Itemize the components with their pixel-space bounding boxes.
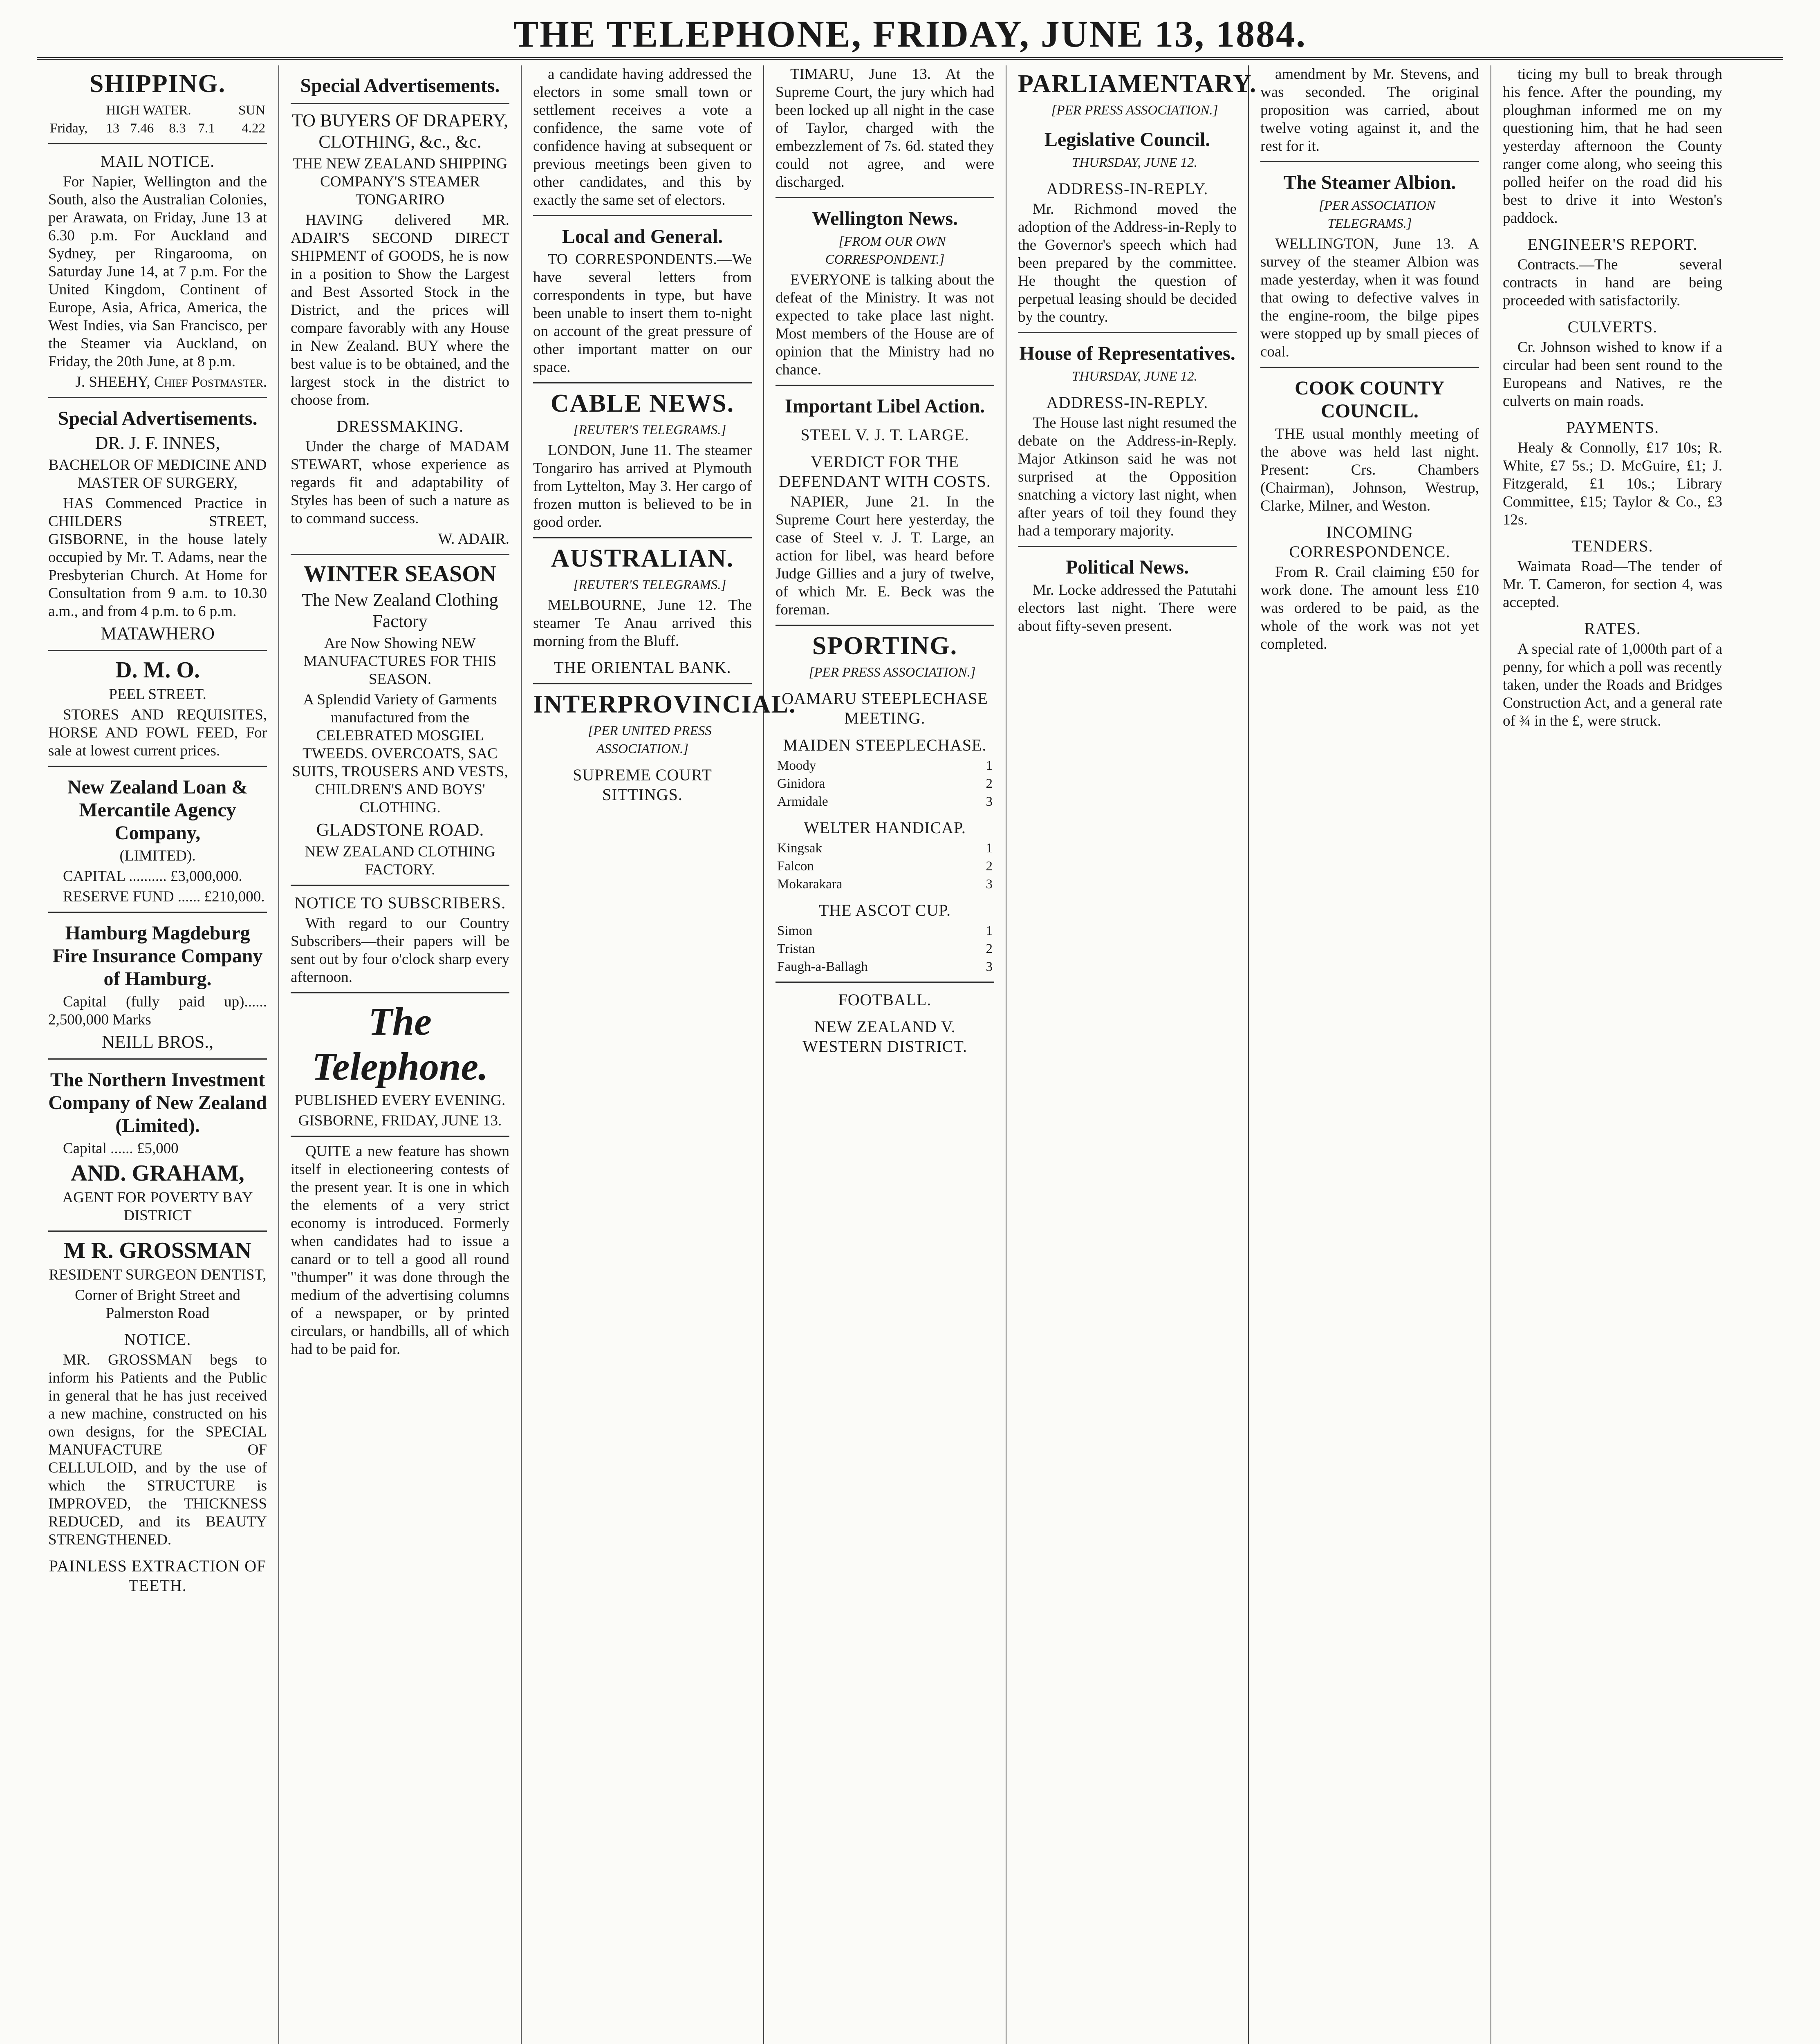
table-cell: 13 <box>106 121 120 136</box>
table-row: Simon 1 <box>777 923 993 938</box>
libel-case: STEEL V. J. T. LARGE. <box>800 426 969 444</box>
grossman-notice: NOTICE. <box>124 1330 191 1349</box>
table-row: Tristan 2 <box>777 941 993 956</box>
northern-capital: Capital ...... £5,000 <box>63 1140 179 1157</box>
column-7 <box>1491 65 1734 2044</box>
editorial-text: QUITE a new feature has shown itself in electioneering contests of the present year. It is one in which the elements of a very strict economy is introduced. Formerly when candidates had to issue a canard or to tell a good all round "thumper" it was done through the medium of the advertising columns of a newspaper, or by printed circulars, or handbills, all of which had to be paid for. <box>291 1143 509 1358</box>
local-general-heading: Local and General. <box>562 226 723 247</box>
table-row: Faugh-a-Ballagh 3 <box>777 959 993 974</box>
mail-notice-heading: MAIL NOTICE. <box>100 152 215 170</box>
albion-heading: The Steamer Albion. <box>1283 172 1456 193</box>
libel-action-heading: Important Libel Action. <box>784 395 985 417</box>
table-cell: 4.22 <box>242 121 265 136</box>
gladstone-road: GLADSTONE ROAD. <box>316 820 484 840</box>
special-ads-heading-2: Special Advertisements. <box>300 75 500 96</box>
table-cell: 8.3 <box>169 121 186 136</box>
parliamentary-heading: PARLIAMENTARY. <box>1018 70 1257 98</box>
table-row: Armidale 3 <box>777 794 993 809</box>
dmo-advert <box>48 657 267 704</box>
oriental-bank-heading: THE ORIENTAL BANK. <box>554 658 731 677</box>
county-council-heading: COOK COUNTY COUNCIL. <box>1295 377 1445 422</box>
dateline: GISBORNE, FRIDAY, JUNE 13. <box>298 1112 502 1129</box>
table-cell <box>48 101 104 119</box>
table-cell: HIGH WATER. <box>106 103 191 118</box>
and-graham: AND. GRAHAM, <box>71 1161 244 1186</box>
shipping-table <box>48 101 267 137</box>
incoming-heading: INCOMING CORRESPONDENCE. <box>1289 523 1450 561</box>
dmo-subtitle: PEEL STREET. <box>109 686 206 703</box>
parliamentary-sub: [PER PRESS ASSOCIATION.] <box>1051 103 1218 118</box>
timaru-text: TIMARU, June 13. At the Supreme Court, the jury which had been locked up all night in the case of Taylor, charged with the embezzlement of 7s. 6d. stated they could not agree, and were discharged. <box>776 66 994 191</box>
council-date: THURSDAY, JUNE 12. <box>1072 155 1197 170</box>
grossman-address: Corner of Bright Street and Palmerston Road <box>75 1287 240 1322</box>
australian-sub: [REUTER'S TELEGRAMS.] <box>573 578 726 592</box>
wellington-news-text: EVERYONE is talking about the defeat of the Ministry. It was not expected to take place last night. Most members of the House are of opinion that the Ministry had no chance. <box>776 271 994 378</box>
dressmaking-text: Under the charge of MADAM STEWART, whose experience as regards fit and adaptability of Styles has been of such a nature as to command success. <box>291 438 509 527</box>
table-row: Moody 1 <box>777 758 993 773</box>
county-council-text: THE usual monthly meeting of the above was held last night. Present: Crs. Chambers (Chairman), Johnson, Westrup, Clarke, Milner, and Weston. <box>1260 426 1479 514</box>
column-5 <box>1006 65 1257 2044</box>
clothing-factory-text: A Splendid Variety of Garments manufactured from the CELEBRATED MOSGIEL TWEEDS. OVERCOATS, SAC SUITS, TROUSERS AND VESTS, CHILDREN'S AND BOYS' CLOTHING. <box>292 691 508 816</box>
payments-text: Healy & Connolly, £17 10s; R. White, £7 5s.; D. McGuire, £1; J. Fitzgerald, £1 10s.; Library Committee, £15; Taylor & Co., £3 12s. <box>1503 439 1722 528</box>
table-cell: 7.46 <box>130 121 154 136</box>
page-columns <box>37 65 1783 2044</box>
loan-company-heading: New Zealand Loan & Mercantile Agency Company, <box>67 776 248 844</box>
mail-notice-text: For Napier, Wellington and the South, also the Australian Colonies, per Arawata, on Friday, June 13 at 6.30 p.m. For Auckland and Sydney, per Ringarooma, on Saturday June 14, at 7 p.m. For the United Kingdom, Continent of Europe, Asia, Africa, America, the West Indies, via San Francisco, per the Steamer via Auckland, on Friday, the 20th June, at 8 p.m. <box>48 173 267 370</box>
ascot-results <box>776 922 994 976</box>
clothing-factory-footer: NEW ZEALAND CLOTHING FACTORY. <box>305 843 495 878</box>
clothing-factory-advert <box>291 561 509 879</box>
australian-text: MELBOURNE, June 12. The steamer Te Anau arrived this morning from the Bluff. <box>533 597 752 650</box>
innes-name: DR. J. F. INNES, <box>95 433 220 453</box>
rates-text: A special rate of 1,000th part of a penny, for which a poll was recently taken, under the Roads and Bridges Construction Act, and a general rate of ¾ in the £, were struck. <box>1503 641 1723 729</box>
welter-heading: WELTER HANDICAP. <box>804 818 966 837</box>
matawhero-heading: MATAWHERO <box>101 623 215 643</box>
loan-capital: CAPITAL .......... £3,000,000. <box>63 868 242 885</box>
table-cell: SUN <box>238 103 265 118</box>
engineer-text: Contracts.—The several contracts in hand are being proceeded with satisfactorily. <box>1503 256 1722 309</box>
council-text: Mr. Richmond moved the adoption of the Address-in-Reply to the Governor's speech which had been prepared by the committee. He thought the question of perpetual leasing should be decided by the country. <box>1018 201 1237 325</box>
innes-advert <box>48 433 267 492</box>
grossman-heading: M R. GROSSMAN <box>64 1238 251 1263</box>
libel-verdict: VERDICT FOR THE DEFENDANT WITH COSTS. <box>779 453 991 491</box>
sporting-heading: SPORTING. <box>812 632 958 660</box>
wellington-news-sub: [FROM OUR OWN CORRESPONDENT.] <box>825 234 946 267</box>
interprovincial-heading: INTERPROVINCIAL. <box>533 690 796 718</box>
oamaru-heading: OAMARU STEEPLECHASE MEETING. <box>782 689 988 727</box>
engineer-heading: ENGINEER'S REPORT. <box>1527 235 1698 253</box>
house-sub: ADDRESS-IN-REPLY. <box>1046 393 1208 412</box>
table-row: Falcon 2 <box>777 859 993 874</box>
cable-news-heading: CABLE NEWS. <box>550 390 735 417</box>
shipping-heading: SHIPPING. <box>89 70 226 98</box>
innes-subtitle: BACHELOR OF MEDICINE AND MASTER OF SURGERY, <box>48 457 267 491</box>
football-sub: NEW ZEALAND V. WESTERN DISTRICT. <box>802 1018 967 1056</box>
supreme-court-heading: SUPREME COURT SITTINGS. <box>573 766 712 804</box>
grossman-sub: RESIDENT SURGEON DENTIST, <box>49 1266 267 1283</box>
table-cell: 7.1 <box>198 121 215 136</box>
political-news-text: Mr. Locke addressed the Patutahi electors last night. There were about fifty-seven present. <box>1018 582 1237 634</box>
cable-news-sub: [REUTER'S TELEGRAMS.] <box>573 423 726 437</box>
political-news-heading: Political News. <box>1065 556 1189 578</box>
australian-heading: AUSTRALIAN. <box>551 545 734 572</box>
loan-limited: (LIMITED). <box>119 847 196 864</box>
table-row: Mokarakara 3 <box>777 877 993 892</box>
albion-sub: [PER ASSOCIATION TELEGRAMS.] <box>1318 198 1436 231</box>
adair-text: HAVING delivered MR. ADAIR'S SECOND DIRECT SHIPMENT of GOODS, he is now in a position to Show the Largest and Best Assorted Stock in the District, and the prices will compare favorably with any House in New Zealand. BUY where the best value is to be obtained, and the largest stock in the district to choose from. <box>291 212 509 408</box>
house-text: The House last night resumed the debate on the Address-in-Reply. Major Atkinson said he was not surprised at the Opposition snatching a victory last night, when after years of toil they found they had a temporary majority. <box>1018 415 1237 539</box>
dmo-title: D. M. O. <box>115 657 200 683</box>
grossman-notice-text: MR. GROSSMAN begs to inform his Patients and the Public in general that he has just received a new machine, constructed on his own designs, for the SPECIAL MANUFACTURE OF CELLULOID, and by the use of which the STRUCTURE is IMPROVED, the THICKNESS REDUCED, and its BEAUTY STRENGTHENED. <box>48 1351 267 1548</box>
culverts-text: Cr. Johnson wished to know if a circular had been sent round to the Europeans and Natives, re the culverts on main roads. <box>1503 339 1722 410</box>
adair-advert <box>291 110 509 209</box>
maiden-results <box>776 757 994 811</box>
loan-reserve: RESERVE FUND ...... £210,000. <box>63 888 265 905</box>
house-heading: House of Representatives. <box>1019 343 1235 364</box>
painless-heading: PAINLESS EXTRACTION OF TEETH. <box>49 1557 267 1595</box>
tenders-text: Waimata Road—The tender of Mr. T. Cameron, for section 4, was accepted. <box>1503 558 1722 611</box>
dressmaking-heading: DRESSMAKING. <box>336 417 464 435</box>
libel-text: NAPIER, June 21. In the Supreme Court here yesterday, the case of Steel v. J. T. Large, an action for libel, was heard before Judge Gillies and a jury of twelve, of which Mr. E. Beck was the foreman. <box>776 493 994 618</box>
special-ads-heading: Special Advertisements. <box>58 408 258 429</box>
local-general-text: TO CORRESPONDENTS.—We have several letters from correspondents in type, but have been unable to insert them to-night on account of the great pressure of other important matter on our space. <box>533 251 752 376</box>
column-2 <box>279 65 522 2044</box>
maiden-heading: MAIDEN STEEPLECHASE. <box>783 736 987 754</box>
column-1 <box>37 65 279 2044</box>
published-line: PUBLISHED EVERY EVENING. <box>294 1092 506 1109</box>
nz-shipping-heading: THE NEW ZEALAND SHIPPING COMPANY'S STEAMER TONGARIRO <box>293 155 507 208</box>
ascot-heading: THE ASCOT CUP. <box>818 901 951 919</box>
column-3 <box>522 65 796 2044</box>
payments-heading: PAYMENTS. <box>1566 418 1659 437</box>
sporting-sub: [PER PRESS ASSOCIATION.] <box>809 665 976 680</box>
house-date: THURSDAY, JUNE 12. <box>1072 369 1197 384</box>
council-continued: amendment by Mr. Stevens, and was seconded. The original proposition was carried, about twelve voting against it, and the rest for it. <box>1260 66 1479 155</box>
subscribers-heading: NOTICE TO SUBSCRIBERS. <box>294 894 506 912</box>
interprovincial-sub: [PER UNITED PRESS ASSOCIATION.] <box>588 724 712 756</box>
county-continued: ticing my bull to break through his fence. After the pounding, my ploughman informed me on my questioning him, that he had seen yesterday afternoon the County ranger come along, who seeing this polled heifer on the road did his best to drive it into Weston's paddock. <box>1503 66 1722 226</box>
football-heading: FOOTBALL. <box>838 991 932 1009</box>
table-row: Ginidora 2 <box>777 776 993 791</box>
wellington-news-heading: Wellington News. <box>811 208 958 229</box>
hamburg-text: Capital (fully paid up)...... 2,500,000 Marks <box>48 993 267 1028</box>
mail-notice-signature: J. SHEEHY, Chief Postmaster. <box>75 374 267 390</box>
culverts-heading: CULVERTS. <box>1567 318 1658 336</box>
neill-bros: NEILL BROS., <box>101 1032 214 1052</box>
incoming-text: From R. Crail claiming £50 for work done. The amount less £10 was ordered to be paid, as the whole of the work was not yet completed. <box>1260 564 1479 652</box>
subscribers-text: With regard to our Country Subscribers—their papers will be sent out by four o'clock sharp every afternoon. <box>291 915 509 986</box>
rates-heading: RATES. <box>1584 619 1641 638</box>
clothing-factory-title: The New Zealand Clothing Factory <box>302 590 498 631</box>
telephone-logo: The Telephone. <box>312 1000 489 1088</box>
council-sub: ADDRESS-IN-REPLY. <box>1046 179 1208 198</box>
column-6 <box>1249 65 1491 2044</box>
cable-news-text: LONDON, June 11. The steamer Tongariro has arrived at Plymouth from Lyttelton, May 3. Her cargo of frozen mutton is believed to be in good order. <box>533 442 752 531</box>
column-4 <box>764 65 1006 2044</box>
drapery-heading: TO BUYERS OF DRAPERY, CLOTHING, &c., &c. <box>292 110 508 152</box>
editorial-continued: a candidate having addressed the electors in some small town or settlement receives a vote a confidence, the same vote of confidence having at subsequent or previous meetings been given to other candidates, and this by exactly the same set of electors. <box>533 66 752 208</box>
hamburg-heading: Hamburg Magdeburg Fire Insurance Company of Hamburg. <box>52 922 263 990</box>
welter-results <box>776 839 994 893</box>
clothing-factory-sub: Are Now Showing NEW MANUFACTURES FOR THIS SEASON. <box>303 635 497 688</box>
tenders-heading: TENDERS. <box>1572 537 1653 555</box>
and-graham-sub: AGENT FOR POVERTY BAY DISTRICT <box>62 1189 253 1224</box>
adair-signature: W. ADAIR. <box>438 531 509 547</box>
masthead: THE TELEPHONE, FRIDAY, JUNE 13, 1884. <box>37 12 1783 60</box>
winter-season: WINTER SEASON <box>303 561 497 587</box>
council-heading: Legislative Council. <box>1044 129 1210 150</box>
innes-text: HAS Commenced Practice in CHILDERS STREET, GISBORNE, in the house lately occupied by Mr. T. Adams, near the Presbyterian Church. At Home for Consultation from 9 a.m. to 10.30 a.m., and from 4 p.m. to 6 p.m. <box>48 495 267 620</box>
northern-heading: The Northern Investment Company of New Zealand (Limited). <box>48 1069 267 1136</box>
dmo-text: STORES AND REQUISITES, HORSE AND FOWL FEED, For sale at lowest current prices. <box>48 706 267 759</box>
table-cell: Friday, <box>50 121 88 136</box>
albion-text: WELLINGTON, June 13. A survey of the steamer Albion was made yesterday, when it was found that owing to defective valves in the engine-room, the bilge pipes were stopped up by small pieces of coal. <box>1260 235 1479 360</box>
table-row: Kingsak 1 <box>777 841 993 856</box>
